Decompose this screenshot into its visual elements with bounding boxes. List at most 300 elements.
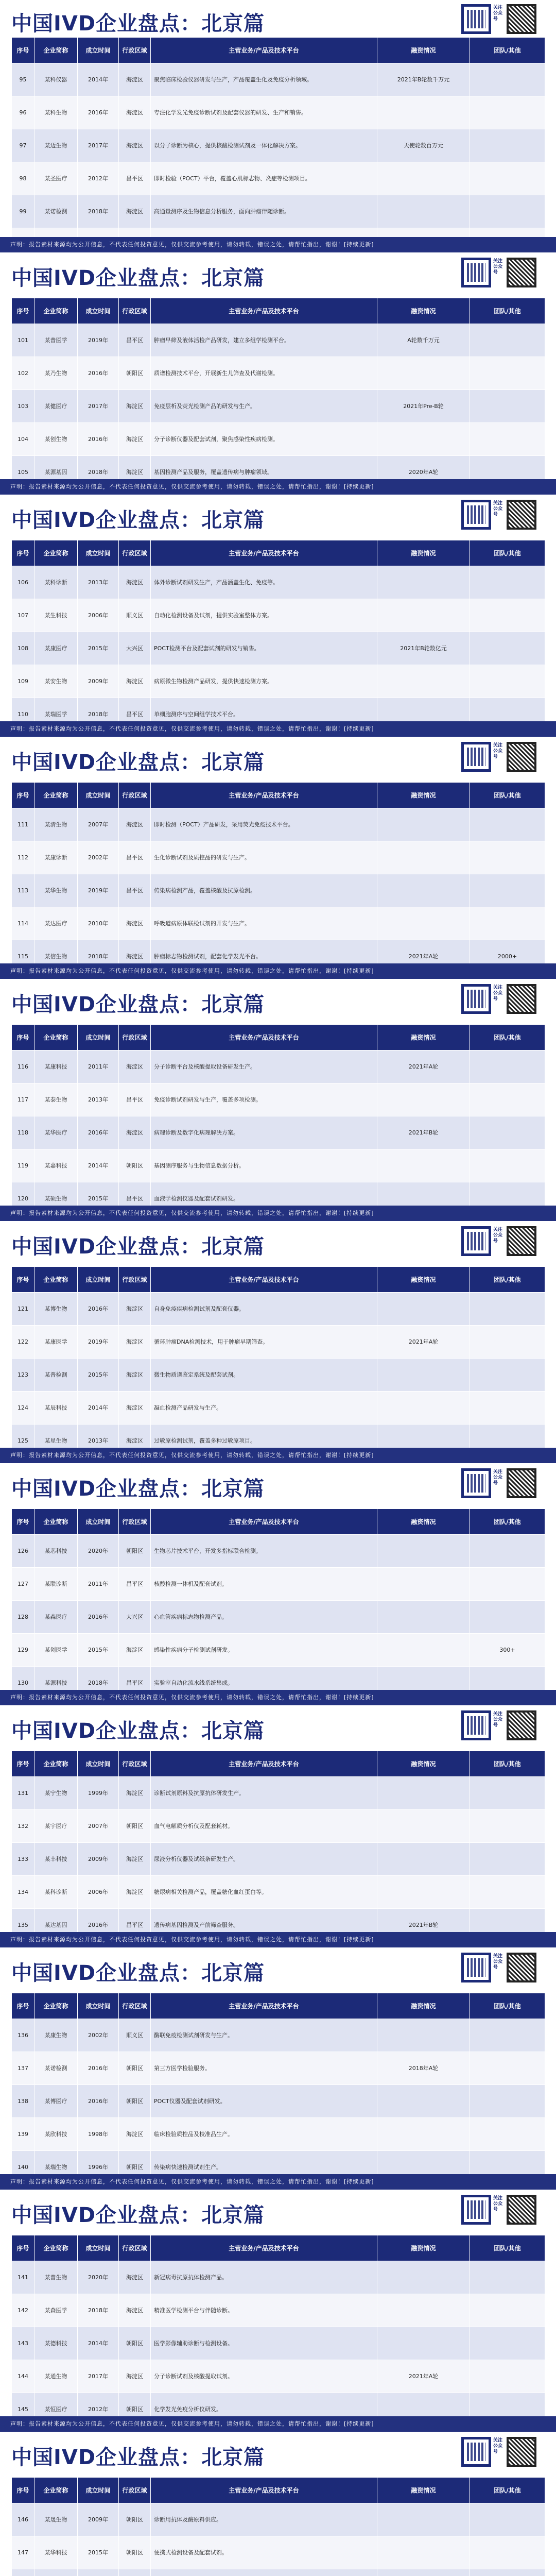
table-row [12,456,545,480]
cell-team [470,1535,545,1568]
company-table [11,2477,545,2576]
header-team: 团队/其他 [470,2478,545,2503]
qr-codes [461,1953,538,1986]
company-table [11,782,545,963]
cell-team [470,632,545,665]
cell-no: 130 [12,1667,34,1690]
cell-no: 123 [12,1359,34,1392]
cell-region: 大兴区 [119,1601,151,1634]
cell-date [78,228,119,238]
cell-region: 昌平区 [119,1909,151,1933]
cell-date: 2014年 [78,1149,119,1182]
page-title: 中国IVD企业盘点：北京篇 [11,2446,265,2469]
table-header-row [12,1509,545,1535]
cell-region: 海淀区 [119,2360,151,2393]
cell-name: 某宇医疗 [34,1810,78,1843]
cell-fin [377,1568,470,1601]
cell-team [470,2360,545,2393]
cell-date: 2009年 [78,2503,119,2536]
qr-code-icon [507,4,536,34]
cell-main: 第三方医学检验服务。 [151,2052,377,2085]
cell-fin: A轮数千万元 [377,324,470,357]
cell-no: 131 [12,1777,34,1810]
company-table [11,37,545,237]
header-no: 序号 [12,2235,34,2261]
cell-main: 呼吸道病原体联检试剂的开发与生产。 [151,907,377,940]
page-title: 中国IVD企业盘点：北京篇 [11,2204,265,2227]
cell-name: 某硕生物 [34,1182,78,1206]
cell-team [470,1149,545,1182]
header-fin: 融资情况 [377,1993,470,2019]
cell-date: 2018年 [78,698,119,722]
cell-main: 基因测序服务与生物信息数据分析。 [151,1149,377,1182]
header-region: 行政区域 [119,38,151,63]
disclaimer-banner: 声明：报告素材来源均为公开信息，不代表任何投资意见，仅供交流参考使用，请勿转载，错误之处，请帮忙指出，谢谢！[持续更新] [0,237,556,252]
cell-main: 分子诊断平台及核酸提取设备研发生产。 [151,1050,377,1083]
cell-date: 2020年 [78,1535,119,1568]
cell-region: 海淀区 [119,566,151,599]
cell-date: 2012年 [78,162,119,195]
qr-code-icon [507,1468,536,1498]
cell-team [470,1601,545,1634]
table-row [12,1359,545,1392]
cell-name: 某达医疗 [34,907,78,940]
header-team: 团队/其他 [470,1025,545,1050]
cell-main: 临床检验质控品及校准品生产。 [151,2118,377,2151]
cell-main: 核酸检测一体机及配套试剂。 [151,1568,377,1601]
cell-date: 2012年 [78,2393,119,2417]
table-row [12,2327,545,2360]
cell-team [470,907,545,940]
cell-main: 聚焦临床检验仪器研发与生产，产品覆盖生化及免疫分析领域。 [151,63,377,96]
cell-team [470,2118,545,2151]
cell-region: 昌平区 [119,1083,151,1116]
cell-date: 2018年 [78,1667,119,1690]
cell-team [470,228,545,238]
cell-fin [377,599,470,632]
cell-no: 96 [12,96,34,129]
cell-name: 某泰生物 [34,1083,78,1116]
cell-fin [377,874,470,907]
cell-no: 119 [12,1149,34,1182]
table-row [12,566,545,599]
header-main: 主营业务/产品及技术平台 [151,1751,377,1777]
header-main: 主营业务/产品及技术平台 [151,540,377,566]
cell-name: 某博医疗 [34,2085,78,2118]
cell-fin [377,195,470,228]
cell-fin [377,2294,470,2327]
cell-region: 海淀区 [119,63,151,96]
cell-region: 昌平区 [119,162,151,195]
qr-code-icon [461,1468,491,1498]
cell-team [470,1392,545,1425]
cell-team [470,874,545,907]
table-header-row [12,2235,545,2261]
table-header-row [12,1267,545,1293]
cell-date: 1999年 [78,1777,119,1810]
cell-fin: 2021年A轮 [377,1326,470,1359]
cell-no: 105 [12,456,34,480]
header-name: 企业简称 [34,540,78,566]
header-region: 行政区域 [119,540,151,566]
cell-name: 某丰科技 [34,1843,78,1876]
header-main: 主营业务/产品及技术平台 [151,1267,377,1293]
table-row [12,129,545,162]
cell-region: 海淀区 [119,195,151,228]
cell-no: 147 [12,2536,34,2569]
page-section [0,721,556,963]
cell-region: 海淀区 [119,1116,151,1149]
header-name: 企业简称 [34,1993,78,2019]
header-main: 主营业务/产品及技术平台 [151,2478,377,2503]
cell-team [470,1182,545,1206]
cell-team [470,1425,545,1448]
cell-team [470,96,545,129]
cell-fin [377,1601,470,1634]
table-row [12,940,545,964]
header-fin: 融资情况 [377,1025,470,1050]
cell-name: 某清生物 [34,808,78,841]
cell-no: 110 [12,698,34,722]
cell-region: 朝阳区 [119,357,151,390]
company-table [11,1751,545,1932]
header-no: 序号 [12,1993,34,2019]
cell-fin [377,1843,470,1876]
table-row [12,2118,545,2151]
header-no: 序号 [12,540,34,566]
header-no: 序号 [12,298,34,324]
cell-no: 117 [12,1083,34,1116]
cell-date: 2010年 [78,907,119,940]
cell-team [470,129,545,162]
header-main: 主营业务/产品及技术平台 [151,1509,377,1535]
qr-code-icon [461,258,491,287]
disclaimer-banner: 声明：报告素材来源均为公开信息，不代表任何投资意见，仅供交流参考使用，请勿转载，错误之处，请帮忙指出，谢谢！[持续更新] [0,2174,556,2190]
cell-team [470,1083,545,1116]
cell-fin: 2020年A轮 [377,456,470,480]
table-row [12,162,545,195]
cell-date: 2016年 [78,1293,119,1326]
header-name: 企业简称 [34,1509,78,1535]
table-row [12,1425,545,1448]
header-name: 企业简称 [34,2235,78,2261]
cell-no: 140 [12,2151,34,2175]
cell-no: 132 [12,1810,34,1843]
cell-region: 朝阳区 [119,1149,151,1182]
cell-region: 海淀区 [119,2261,151,2294]
table-header-row [12,298,545,324]
cell-fin [377,1293,470,1326]
cell-name: 某普生物 [34,2261,78,2294]
header-name: 企业简称 [34,783,78,808]
cell-team [470,1568,545,1601]
qr-codes [461,1710,538,1743]
cell-main: 肿瘤早筛及液体活检产品研发，建立多组学检测平台。 [151,324,377,357]
qr-codes [461,2437,538,2470]
cell-name: 某达基因 [34,1909,78,1933]
cell-main: 高通量测序及生物信息分析服务，面向肿瘤伴随诊断。 [151,195,377,228]
cell-fin [377,665,470,698]
header-fin: 融资情况 [377,2478,470,2503]
cell-no: 103 [12,390,34,423]
cell-fin [377,1667,470,1690]
header-region: 行政区域 [119,783,151,808]
table-row [12,599,545,632]
cell-name: 某芯科技 [34,1535,78,1568]
qr-code-icon [507,258,536,287]
cell-main: POCT仪器及配套试剂研发。 [151,2085,377,2118]
header-no: 序号 [12,1267,34,1293]
table-row [12,1535,545,1568]
cell-name: 某科生物 [34,96,78,129]
cell-main: 以分子诊断为核心，提供核酸检测试剂及一体化解决方案。 [151,129,377,162]
table-row [12,874,545,907]
cell-region: 昌平区 [119,1667,151,1690]
cell-name: 某恒医疗 [34,2393,78,2417]
cell-main: 过敏原检测试剂，覆盖多种过敏原项目。 [151,1425,377,1448]
header-main: 主营业务/产品及技术平台 [151,2235,377,2261]
cell-name: 某科仪器 [34,63,78,96]
cell-region: 大兴区 [119,632,151,665]
table-row [12,2019,545,2052]
cell-main: 医学影像辅助诊断与检测设备。 [151,2327,377,2360]
cell-fin [377,841,470,874]
cell-no: 97 [12,129,34,162]
cell-no: 134 [12,1876,34,1909]
page-section [0,0,556,237]
cell-team [470,390,545,423]
page-title: 中国IVD企业盘点：北京篇 [11,751,265,774]
cell-fin: 2021年B轮数亿元 [377,632,470,665]
cell-main: 凝血检测产品研发与生产。 [151,1392,377,1425]
qr-codes [461,1468,538,1501]
cell-name: 某森医疗 [34,1601,78,1634]
cell-fin: 2021年A轮 [377,1050,470,1083]
cell-region: 昌平区 [119,841,151,874]
cell-name: 某华医疗 [34,1116,78,1149]
cell-region: 海淀区 [119,423,151,456]
cell-fin: 2021年B轮 [377,1116,470,1149]
cell-no: 115 [12,940,34,964]
header-date: 成立时间 [78,1509,119,1535]
header-date: 成立时间 [78,1751,119,1777]
cell-main: 肿瘤标志物检测试剂，配套化学发光平台。 [151,940,377,964]
cell-fin: 2021年B轮 [377,1909,470,1933]
cell-region: 顺义区 [119,2019,151,2052]
qr-code-icon [461,1953,491,1982]
cell-date: 2006年 [78,1876,119,1909]
cell-region: 昌平区 [119,1182,151,1206]
cell-name: 某康诊断 [34,841,78,874]
company-table [11,1024,545,1206]
cell-team [470,456,545,480]
cell-team [470,2536,545,2569]
cell-date: 2006年 [78,599,119,632]
cell-name: 某科诊断 [34,1876,78,1909]
header-no: 序号 [12,38,34,63]
cell-date: 2018年 [78,2294,119,2327]
cell-date: 2016年 [78,357,119,390]
table-header-row [12,2478,545,2503]
cell-main: 自身免疫疾病检测试剂及配套仪器。 [151,1293,377,1326]
cell-region: 海淀区 [119,808,151,841]
cell-name: 某生科技 [34,599,78,632]
company-table [11,540,545,721]
cell-team [470,1777,545,1810]
cell-region: 海淀区 [119,907,151,940]
cell-region: 朝阳区 [119,2052,151,2085]
cell-date [78,2569,119,2576]
cell-team [470,2019,545,2052]
cell-team [470,2052,545,2085]
cell-main: 生物芯片技术平台，开发多指标联合检测。 [151,1535,377,1568]
qr-codes [461,984,538,1017]
cell-team: 300+ [470,1634,545,1667]
cell-team [470,1810,545,1843]
qr-caption: 关注公众号 [493,2196,503,2212]
cell-no: 112 [12,841,34,874]
header-team: 团队/其他 [470,540,545,566]
cell-fin: 2021年B轮数千万元 [377,63,470,96]
cell-name: 某康科技 [34,1050,78,1083]
cell-main: 病理诊断及数字化病理解决方案。 [151,1116,377,1149]
cell-fin [377,228,470,238]
qr-code-icon [461,500,491,530]
header-name: 企业简称 [34,1751,78,1777]
cell-region: 昌平区 [119,324,151,357]
cell-date: 2014年 [78,63,119,96]
page-section [0,2416,556,2576]
cell-region: 海淀区 [119,1843,151,1876]
cell-main: 质谱检测技术平台，开展新生儿筛查及代谢检测。 [151,357,377,390]
header-team: 团队/其他 [470,1993,545,2019]
qr-code-icon [507,500,536,530]
cell-name: 某德科技 [34,2327,78,2360]
cell-date: 2019年 [78,324,119,357]
page-section [0,1690,556,1932]
header-date: 成立时间 [78,1267,119,1293]
cell-fin [377,1810,470,1843]
company-table [11,1509,545,1690]
cell-team [470,841,545,874]
cell-fin [377,2151,470,2175]
table-row [12,2503,545,2536]
cell-main: 新冠病毒抗原抗体检测产品。 [151,2261,377,2294]
qr-caption: 关注公众号 [493,1469,503,1486]
table-header-row [12,540,545,566]
cell-region: 朝阳区 [119,1810,151,1843]
cell-fin: 2021年A轮 [377,940,470,964]
qr-code-icon [507,2437,536,2467]
cell-date: 2017年 [78,2360,119,2393]
cell-name: 某乃生物 [34,357,78,390]
cell-date: 2019年 [78,874,119,907]
cell-fin [377,1876,470,1909]
cell-no: 145 [12,2393,34,2417]
cell-date: 2013年 [78,566,119,599]
table-header-row [12,783,545,808]
cell-name: 某瑞生物 [34,2151,78,2175]
qr-code-icon [461,742,491,772]
cell-date: 2011年 [78,1568,119,1601]
cell-region: 海淀区 [119,1359,151,1392]
page-title: 中国IVD企业盘点：北京篇 [11,993,265,1016]
cell-no: 95 [12,63,34,96]
disclaimer-banner: 声明：报告素材来源均为公开信息，不代表任何投资意见，仅供交流参考使用，请勿转载，错误之处，请帮忙指出，谢谢！[持续更新] [0,1690,556,1705]
cell-region: 朝阳区 [119,2085,151,2118]
table-row [12,1634,545,1667]
table-row [12,1876,545,1909]
qr-code-icon [507,2195,536,2225]
cell-date: 1996年 [78,2151,119,2175]
cell-region: 海淀区 [119,1876,151,1909]
cell-main: 血气电解质分析仪及配套耗材。 [151,1810,377,1843]
cell-main: 单细胞测序与空间组学技术平台。 [151,698,377,722]
header-date: 成立时间 [78,38,119,63]
cell-name: 某康医疗 [34,632,78,665]
cell-date: 2016年 [78,1116,119,1149]
page-section [0,2174,556,2416]
table-row [12,1843,545,1876]
qr-caption: 关注公众号 [493,1954,503,1970]
cell-no: 125 [12,1425,34,1448]
cell-fin [377,808,470,841]
qr-caption: 关注公众号 [493,5,503,22]
header-no: 序号 [12,1751,34,1777]
cell-team [470,2294,545,2327]
cell-no: 139 [12,2118,34,2151]
table-header-row [12,38,545,63]
header-main: 主营业务/产品及技术平台 [151,38,377,63]
table-row [12,1326,545,1359]
header-name: 企业简称 [34,298,78,324]
header-date: 成立时间 [78,2235,119,2261]
cell-fin [377,1083,470,1116]
table-row [12,1568,545,1601]
cell-no: 113 [12,874,34,907]
cell-main: 自动化检测设备及试剂，提供实验室整体方案。 [151,599,377,632]
header-region: 行政区域 [119,2235,151,2261]
header-team: 团队/其他 [470,2235,545,2261]
cell-main: 诊断用抗体及酶原料供应。 [151,2503,377,2536]
table-row [12,2360,545,2393]
cell-date: 2014年 [78,1392,119,1425]
header-fin: 融资情况 [377,540,470,566]
cell-no [12,2569,34,2576]
cell-no: 124 [12,1392,34,1425]
header-name: 企业简称 [34,1025,78,1050]
cell-region: 海淀区 [119,1293,151,1326]
header-team: 团队/其他 [470,1751,545,1777]
disclaimer-banner: 声明：报告素材来源均为公开信息，不代表任何投资意见，仅供交流参考使用，请勿转载，错误之处，请帮忙指出，谢谢！[持续更新] [0,721,556,737]
cell-main: 体外诊断试剂研发生产，产品涵盖生化、免疫等。 [151,566,377,599]
cell-name: 某迈生物 [34,129,78,162]
cell-team [470,2085,545,2118]
cell-no: 98 [12,162,34,195]
cell-name: 某森医学 [34,2294,78,2327]
header-name: 企业简称 [34,2478,78,2503]
cell-no: 106 [12,566,34,599]
cell-date: 2015年 [78,1634,119,1667]
cell-team [470,2569,545,2576]
cell-no: 146 [12,2503,34,2536]
header-team: 团队/其他 [470,298,545,324]
qr-code-icon [461,2437,491,2467]
cell-date: 2013年 [78,1425,119,1448]
cell-main: 化学发光免疫分析仪研发。 [151,2393,377,2417]
table-row [12,1293,545,1326]
header-team: 团队/其他 [470,783,545,808]
